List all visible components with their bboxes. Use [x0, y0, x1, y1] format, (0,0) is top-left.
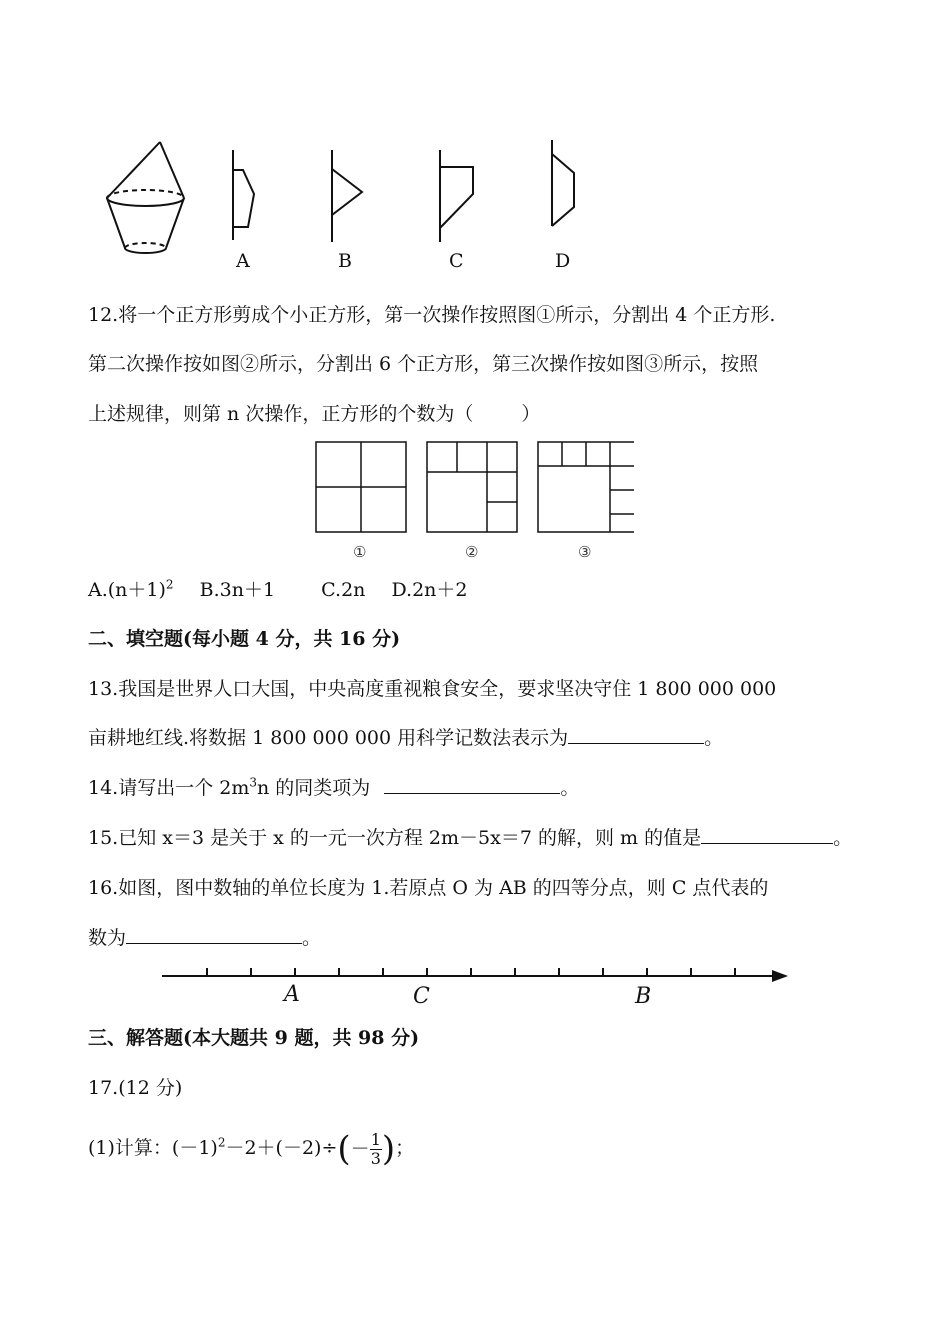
q14-line: 14.请写出一个 $2m^3n$ 的同类项为 。 — [88, 775, 580, 799]
q15-answer-blank[interactable] — [701, 825, 833, 844]
q12-square-figures — [310, 436, 640, 540]
q12-options — [88, 576, 468, 604]
cone-frustum-solid — [107, 142, 184, 253]
q16-answer-blank[interactable] — [126, 925, 302, 944]
q12-question: 上述规律，则第 n 次操作，正方形的个数为（ — [88, 403, 474, 425]
q12-close-paren: ） — [521, 403, 541, 425]
q12-line1: 12.将一个正方形剪成个小正方形，第一次操作按照图①所示，分割出 4 个正方形. — [88, 304, 776, 326]
number-line — [150, 962, 800, 992]
q13-line2: 亩耕地红线.将数据 1 800 000 000 用科学记数法表示为 。 — [88, 727, 724, 749]
point-c-label: C — [413, 984, 430, 1009]
q12-option-d: D.2n＋2 — [391, 579, 468, 601]
option-d-figure — [552, 140, 574, 226]
option-c-label: C — [449, 250, 464, 272]
point-a-label: A — [284, 982, 300, 1007]
option-b-label: B — [338, 250, 352, 272]
point-b-label: B — [635, 984, 652, 1009]
q12-line2: 第二次操作按如图②所示，分割出 6 个正方形，第三次操作按如图③所示，按照 — [88, 353, 759, 375]
q12-line3 — [88, 400, 540, 428]
q17-header: 17.(12 分) — [88, 1077, 183, 1099]
square-figure-2 — [427, 442, 517, 532]
option-a-label: A — [236, 250, 250, 272]
option-c-figure — [440, 150, 473, 242]
q12-option-b: B.3n＋1 — [199, 579, 276, 601]
figure-2-label: ② — [465, 543, 479, 561]
q12-option-c: C.2n — [321, 579, 366, 601]
section-3-title: 三、解答题(本大题共 9 题，共 98 分) — [88, 1027, 420, 1049]
q17-part1: (1)计算：$(-1)^2-2+(-2)\div(-$ $\frac{1}{3}$ )； — [88, 1129, 415, 1169]
q13-answer-blank[interactable] — [568, 725, 704, 744]
q16-line1: 16.如图，图中数轴的单位长度为 1.若原点 O 为 AB 的四等分点，则 C 点代表的 — [88, 877, 769, 899]
q13-line1: 13.我国是世界人口大国，中央高度重视粮食安全，要求坚决守住 1 800 000 000 — [88, 678, 777, 700]
q11-figures — [100, 130, 600, 265]
square-figure-1 — [316, 442, 406, 532]
q15-line: 15.已知 x＝3 是关于 x 的一元一次方程 2m－5x＝7 的解，则 m 的值是 。 — [88, 827, 853, 849]
q16-line2: 数为 。 — [88, 927, 322, 949]
q14-answer-blank[interactable] — [384, 775, 560, 794]
section-2-title: 二、填空题(每小题 4 分，共 16 分) — [88, 628, 401, 650]
option-a-figure — [233, 150, 254, 240]
figure-3-label: ③ — [578, 543, 592, 561]
square-figure-3 — [538, 442, 634, 532]
option-d-label: D — [555, 250, 571, 272]
figure-1-label: ① — [353, 543, 367, 561]
fraction-one-third: $\frac{1}{3}$ — [370, 1129, 381, 1168]
q12-option-a: $A.(n+1)^2$ — [88, 577, 174, 601]
option-b-figure — [332, 150, 362, 242]
